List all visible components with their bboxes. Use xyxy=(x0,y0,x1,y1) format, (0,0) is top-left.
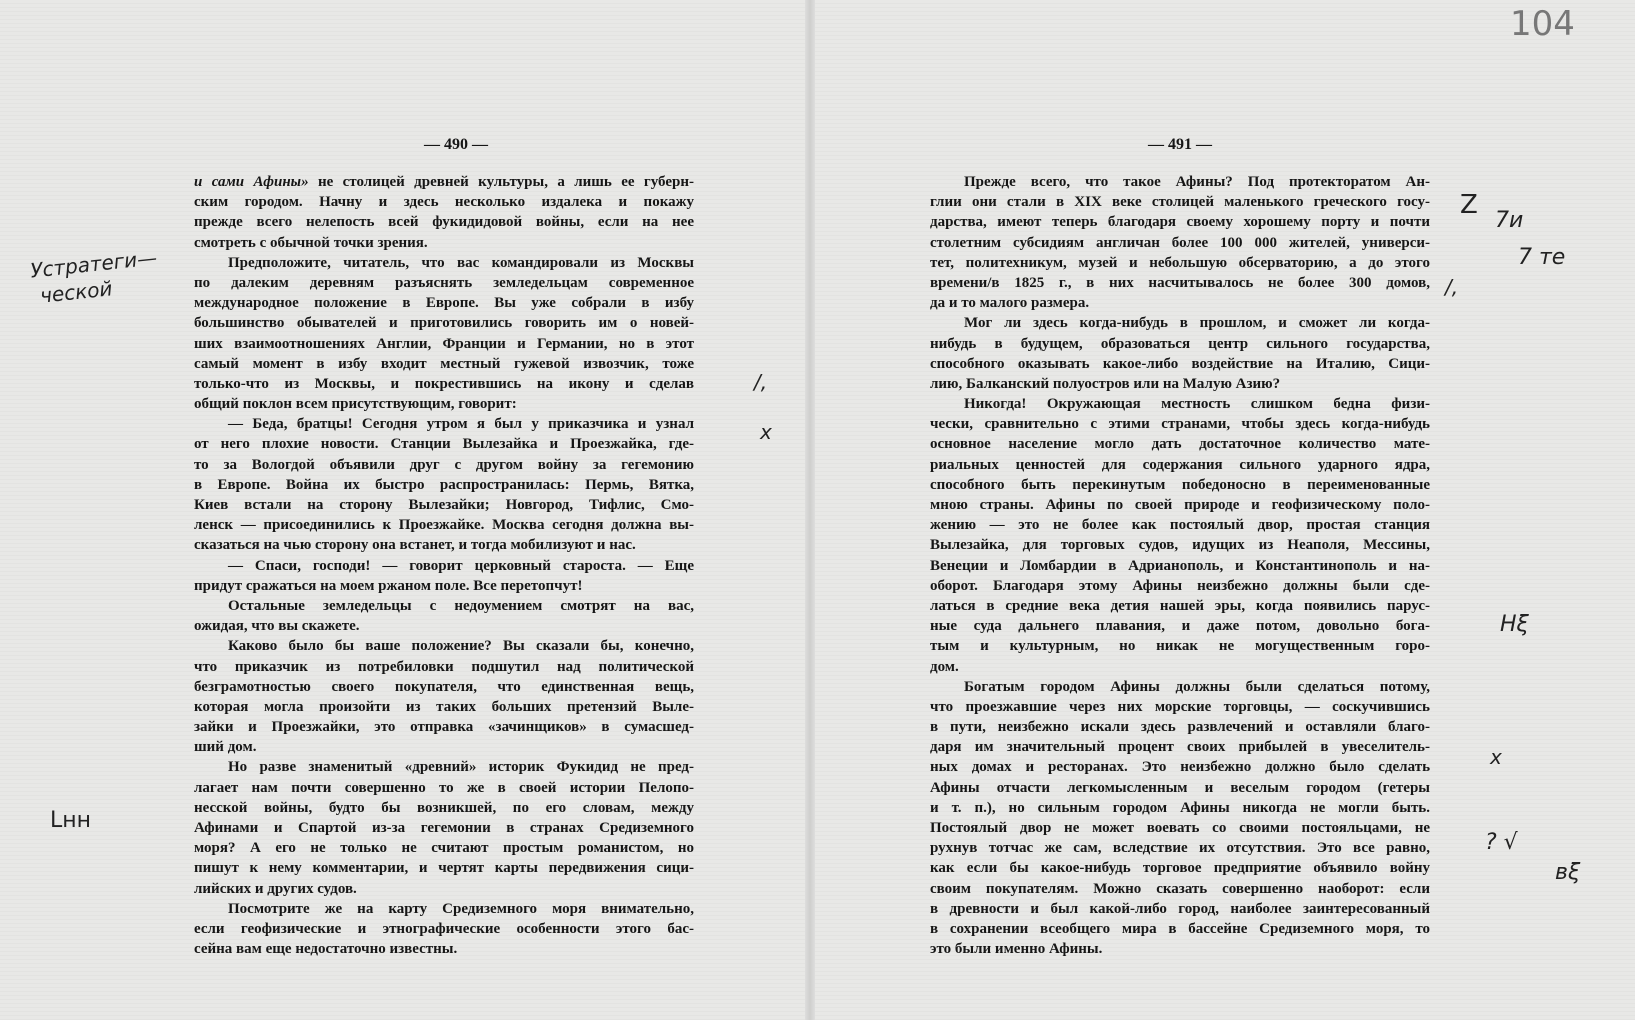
text-line: как если бы какое-нибудь торговое предприятие объявило войну xyxy=(930,860,1430,877)
handwritten-note: /, xyxy=(754,370,768,394)
text-line: мною страны. Афины по своей природе и геофизическому поло- xyxy=(930,497,1430,513)
text-line: если геофизические и этнографические особенности этого бас- xyxy=(194,920,694,937)
text-line: которая могла произойти из таких больших претензий Выле- xyxy=(194,698,694,715)
text-line: прежде всего нелепость всей фукидидовой войны, если на нее xyxy=(194,214,694,231)
text-line: в сохранении всеобщего мира в бассейне Средиземного моря, то xyxy=(930,920,1430,937)
text-line xyxy=(194,172,694,192)
text-line: нибудь в будущем, образоваться центр сильного государства, xyxy=(930,335,1430,352)
text-line: ским городом. Начну и здесь несколько издалека и покажу xyxy=(194,194,694,211)
text-line: Прежде всего, что такое Афины? Под протекторатом Ан- xyxy=(964,174,1430,190)
book-gutter xyxy=(805,0,815,1020)
text-line: своим покупателям. Можно сказать совершенно наоборот: если xyxy=(930,880,1430,897)
paragraph xyxy=(930,677,1430,960)
text-line: ший дом. xyxy=(194,739,257,756)
paragraph xyxy=(930,172,1430,313)
text-line: что приказчик из потребиловки подшутил над политической xyxy=(194,658,694,675)
handwritten-note: 7 те xyxy=(1518,245,1566,270)
text-line: Вылезайка, для торговых судов, идущих из Неаполя, Мессины, xyxy=(930,537,1430,554)
text-line: ших взаимоотношениях Англии, Франции и Германии, но в этот xyxy=(194,335,694,352)
text-line: в пути, неизбежно искали здесь развлечений и оставляли благо- xyxy=(930,719,1430,736)
text-line: Остальные земледельцы с недоумением смотрят на вас, xyxy=(228,597,694,614)
text-line: общий поклон всем присутствующим, говорит: xyxy=(194,396,517,413)
text-line: Постоялый двор не может воевать со своими постояльцами, не xyxy=(930,820,1430,836)
text-line: латься в средние века детия нашей эры, когда появились парус- xyxy=(930,597,1430,614)
text-line: это были именно Афины. xyxy=(930,941,1103,958)
text-line: Афины отчасти легкомысленным и веселым городом (гетеры xyxy=(930,779,1430,796)
handwritten-note: x xyxy=(1490,745,1502,769)
paragraph xyxy=(930,394,1430,677)
paragraph xyxy=(930,313,1430,394)
text-line: лийских и других судов. xyxy=(194,880,357,897)
handwritten-note: Lнн xyxy=(50,808,92,833)
handwritten-note: Hξ xyxy=(1500,612,1529,637)
text-line: ленск — присоединились к Проезжайке. Москва сегодня должна вы- xyxy=(194,517,694,534)
text-line: чески, сравнительно с этими странами, чтобы здесь когда-нибудь xyxy=(930,416,1430,433)
line-text: не столицей древней культуры, а лишь ее губерн- xyxy=(308,174,694,190)
text-line: дом. xyxy=(930,658,959,675)
text-line: по далеким деревням разъяснять земледельцам современное xyxy=(194,274,694,291)
text-line: глии они стали в XIX веке столицей маленького греческого госу- xyxy=(930,194,1430,211)
text-line: жению — это не более как постоялый двор, простая станция xyxy=(930,517,1430,534)
text-line: Но разве знаменитый «древний» историк Фукидид не пред- xyxy=(228,759,694,776)
handwritten-note: /, xyxy=(1445,275,1459,299)
text-line: способного оказывать какое-либо воздействие на Италию, Сици- xyxy=(930,355,1430,372)
right-page-number: — 491 — xyxy=(1148,136,1212,153)
text-line: придут сражаться на моем ржаном поле. Все перетопчут! xyxy=(194,577,583,594)
italic-quote-fragment: и сами Афины» xyxy=(194,174,309,190)
text-line: Каково было бы ваше положение? Вы сказали бы, конечно, xyxy=(228,638,694,655)
left-page-text xyxy=(194,172,694,959)
paragraph xyxy=(194,414,694,555)
text-line: оборот. Благодаря этому Афины неизбежно должны были сде- xyxy=(930,577,1430,594)
text-line: международное положение в Европе. Вы уже собрали в избу xyxy=(194,295,694,312)
text-line: Киев встали на сторону Вылезайки; Новгород, Тифлис, Смо- xyxy=(194,497,694,513)
text-line: дарства, имеют теперь благодаря своему хорошему порту и почти xyxy=(930,214,1430,231)
handwritten-note: вξ xyxy=(1555,860,1581,885)
text-line: самый момент в избу входит местный гужевой извозчик, тоже xyxy=(194,355,694,372)
text-line: пишут к нему комментарии, и чертят карты передвижения сици- xyxy=(194,860,694,877)
text-line: времени/в 1825 г., в них насчитывалось не более 300 домов, xyxy=(930,274,1430,291)
paragraph xyxy=(194,636,694,757)
text-line: тым и культурным, но никак не могущественным горо- xyxy=(930,638,1430,655)
text-line: от него плохие новости. Станции Вылезайка и Проезжайка, где- xyxy=(194,436,694,453)
left-page-number: — 490 — xyxy=(424,136,488,153)
handwritten-note: 7и xyxy=(1495,208,1524,233)
text-line: и т. п.), но сильным городом Афины никогда не могли быть. xyxy=(930,799,1430,816)
text-line: Мог ли здесь когда-нибудь в прошлом, и сможет ли когда- xyxy=(964,315,1430,332)
text-line: ных домах и ресторанах. Это неизбежно должно было сделать xyxy=(930,759,1430,776)
paragraph xyxy=(194,556,694,596)
text-line: Венеции и Ломбардии в Адрианополь, и Константинополь и на- xyxy=(930,557,1430,574)
text-line: Афинами и Спартой из-за гегемонии в странах Средиземного xyxy=(194,820,694,836)
text-line: в Европе. Война их быстро распространилась: Пермь, Вятка, xyxy=(194,476,694,493)
text-line: даря им значительный процент своих прибылей в увеселитель- xyxy=(930,739,1430,756)
text-line: лагает нам почти совершенно то же в своей истории Пелопо- xyxy=(194,779,694,796)
text-line: Посмотрите же на карту Средиземного моря внимательно, xyxy=(228,900,694,917)
paragraph xyxy=(194,899,694,960)
text-line: несской войны, будто бы возникшей, по его словам, между xyxy=(194,799,694,816)
paragraph xyxy=(194,596,694,636)
text-line: зайки и Проезжайки, это отправка «зачинщиков» в сумасшед- xyxy=(194,719,694,736)
handwritten-note: Устратеги— xyxy=(29,245,159,283)
text-line: безграмотностью своего покупателя, что единственная вещь, xyxy=(194,678,694,695)
text-line: только-что из Москвы, и покрестившись на икону и сделав xyxy=(194,375,694,392)
text-line: что проезжавшие через них морские торговцы, — соскучившись xyxy=(930,698,1430,715)
text-line: моря? А его не только не считают простым романистом, но xyxy=(194,840,694,857)
text-line: Богатым городом Афины должны были сделаться потому, xyxy=(964,678,1430,695)
paragraph xyxy=(194,172,694,253)
handwritten-note: ческой xyxy=(38,276,114,308)
text-line: смотреть с обычной точки зрения. xyxy=(194,234,428,251)
handwritten-note: Z xyxy=(1460,190,1478,220)
text-line: тет, политехникум, музей и небольшую обсерваторию, а до этого xyxy=(930,254,1430,271)
text-line: столетним субсидиям англичан более 100 000 жителей, универси- xyxy=(930,234,1430,251)
text-line: — Спаси, господи! — говорит церковный староста. — Еще xyxy=(228,557,694,574)
text-line: сейна вам еще недостаточно известны. xyxy=(194,941,458,958)
paragraph xyxy=(194,757,694,898)
paragraph xyxy=(194,253,694,415)
text-line: большинство обывателей и приготовились говорить им о новей- xyxy=(194,315,694,332)
text-line: рухнув тотчас же сам, вследствие их отсутствия. Это все равно, xyxy=(930,840,1430,857)
text-line: риальных ценностей для содержания сильного ударного ядра, xyxy=(930,456,1430,473)
text-line: сказаться на чью сторону она встанет, и тогда мобилизуют и нас. xyxy=(194,537,636,554)
text-line: способного быть перекинутым победоносно в переименованные xyxy=(930,476,1430,493)
text-line: то за Вологдой объявили друг с другом войну за гегемонию xyxy=(194,456,694,473)
handwritten-note: ? √ xyxy=(1485,830,1518,855)
handwritten-note: x xyxy=(760,420,772,444)
text-line: Никогда! Окружающая местность слишком бедна физи- xyxy=(964,396,1430,413)
text-line: в древности и был какой-либо город, наиболее заинтересованный xyxy=(930,900,1430,917)
text-line: лию, Балканский полуостров или на Малую Азию? xyxy=(930,375,1281,392)
text-line: Предположите, читатель, что вас командировали из Москвы xyxy=(228,254,694,271)
text-line: да и то малого размера. xyxy=(930,295,1090,312)
text-line: — Беда, братцы! Сегодня утром я был у приказчика и узнал xyxy=(228,416,694,433)
handwritten-note: 104 xyxy=(1510,4,1575,44)
text-line: ожидая, что вы скажете. xyxy=(194,618,360,635)
right-page-text xyxy=(930,172,1430,959)
text-line: основное население могло дать достаточное количество мате- xyxy=(930,436,1430,453)
text-line: ные суда дальнего плавания, и даже потом, довольно бога- xyxy=(930,618,1430,635)
